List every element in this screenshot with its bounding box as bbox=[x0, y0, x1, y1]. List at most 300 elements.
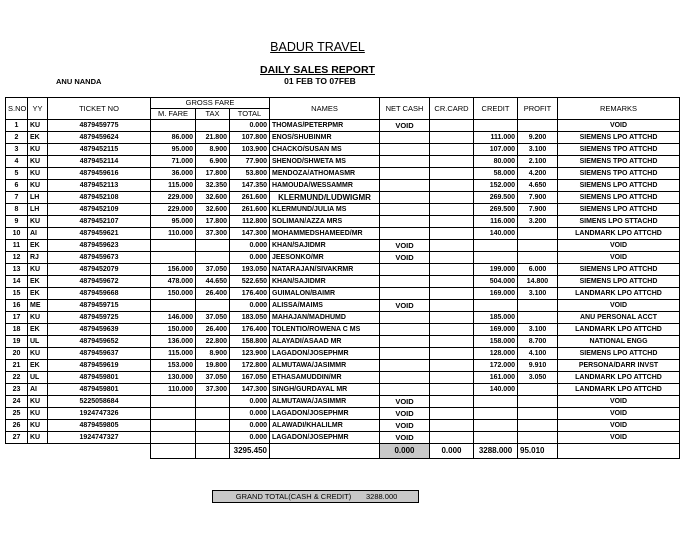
row-credit: 128.000 bbox=[474, 348, 518, 360]
row-sno: 2 bbox=[6, 132, 28, 144]
row-profit bbox=[518, 120, 558, 132]
row-names: SOLIMAN/AZZA MRS bbox=[270, 216, 380, 228]
row-cr-card bbox=[430, 420, 474, 432]
row-net-cash bbox=[380, 372, 430, 384]
row-tax: 17.800 bbox=[196, 216, 230, 228]
row-cr-card bbox=[430, 324, 474, 336]
row-sno: 8 bbox=[6, 204, 28, 216]
row-cr-card bbox=[430, 204, 474, 216]
row-names: HAMOUDA/WESSAMMR bbox=[270, 180, 380, 192]
grand-total-label: GRAND TOTAL(CASH & CREDIT) bbox=[235, 492, 352, 501]
row-mfare: 115.000 bbox=[151, 180, 196, 192]
row-mfare: 478.000 bbox=[151, 276, 196, 288]
row-remarks: SIEMENS LPO ATTCHD bbox=[558, 276, 680, 288]
row-sno: 9 bbox=[6, 216, 28, 228]
cr-card-sum: 0.000 bbox=[430, 444, 474, 459]
row-remarks: VOID bbox=[558, 120, 680, 132]
row-profit bbox=[518, 300, 558, 312]
row-tax: 17.800 bbox=[196, 168, 230, 180]
row-yy: KU bbox=[28, 396, 48, 408]
table-row bbox=[6, 336, 680, 348]
row-total: 176.400 bbox=[230, 288, 270, 300]
row-tax: 26.400 bbox=[196, 288, 230, 300]
row-remarks: SIEMENS LPO ATTCHD bbox=[558, 180, 680, 192]
row-mfare: 130.000 bbox=[151, 372, 196, 384]
row-total: 147.300 bbox=[230, 384, 270, 396]
row-total: 103.900 bbox=[230, 144, 270, 156]
row-ticket: 5225058684 bbox=[48, 396, 151, 408]
row-net-cash bbox=[380, 288, 430, 300]
row-profit: 4.100 bbox=[518, 348, 558, 360]
row-yy: KU bbox=[28, 348, 48, 360]
row-net-cash: VOID bbox=[380, 408, 430, 420]
row-ticket: 4879452109 bbox=[48, 204, 151, 216]
row-tax: 19.800 bbox=[196, 360, 230, 372]
row-net-cash bbox=[380, 144, 430, 156]
row-sno: 14 bbox=[6, 276, 28, 288]
row-cr-card bbox=[430, 372, 474, 384]
row-tax: 21.800 bbox=[196, 132, 230, 144]
col-gross-fare: GROSS FARE bbox=[151, 98, 270, 109]
row-tax: 22.800 bbox=[196, 336, 230, 348]
row-total: 172.800 bbox=[230, 360, 270, 372]
row-credit: 161.000 bbox=[474, 372, 518, 384]
row-ticket: 4879459805 bbox=[48, 420, 151, 432]
row-net-cash bbox=[380, 156, 430, 168]
col-ticket: TICKET NO bbox=[48, 98, 151, 120]
row-sno: 26 bbox=[6, 420, 28, 432]
row-total: 522.650 bbox=[230, 276, 270, 288]
row-sno: 22 bbox=[6, 372, 28, 384]
row-ticket: 4879452079 bbox=[48, 264, 151, 276]
row-tax: 8.900 bbox=[196, 348, 230, 360]
row-profit: 9.200 bbox=[518, 132, 558, 144]
row-cr-card bbox=[430, 276, 474, 288]
row-credit bbox=[474, 300, 518, 312]
row-net-cash bbox=[380, 360, 430, 372]
row-mfare: 115.000 bbox=[151, 348, 196, 360]
row-remarks: SIEMENS LPO ATTCHD bbox=[558, 192, 680, 204]
row-net-cash bbox=[380, 168, 430, 180]
row-names: ETHASAMUDDIN/MR bbox=[270, 372, 380, 384]
row-total: 193.050 bbox=[230, 264, 270, 276]
grand-total-value: 3288.000 bbox=[366, 492, 398, 501]
row-mfare: 229.000 bbox=[151, 192, 196, 204]
row-remarks: LANDMARK LPO ATTCHD bbox=[558, 288, 680, 300]
row-yy: KU bbox=[28, 120, 48, 132]
row-cr-card bbox=[430, 384, 474, 396]
row-cr-card bbox=[430, 132, 474, 144]
row-sno: 13 bbox=[6, 264, 28, 276]
row-sno: 15 bbox=[6, 288, 28, 300]
row-cr-card bbox=[430, 396, 474, 408]
row-ticket: 4879459639 bbox=[48, 324, 151, 336]
col-remarks: REMARKS bbox=[558, 98, 680, 120]
table-body bbox=[6, 120, 680, 444]
row-yy: KU bbox=[28, 216, 48, 228]
row-credit: 269.500 bbox=[474, 192, 518, 204]
row-credit: 504.000 bbox=[474, 276, 518, 288]
row-profit: 3.100 bbox=[518, 324, 558, 336]
row-cr-card bbox=[430, 336, 474, 348]
row-tax: 32.600 bbox=[196, 204, 230, 216]
row-ticket: 4879459616 bbox=[48, 168, 151, 180]
row-sno: 7 bbox=[6, 192, 28, 204]
row-credit: 199.000 bbox=[474, 264, 518, 276]
row-total: 167.050 bbox=[230, 372, 270, 384]
col-sno: S.NO bbox=[6, 98, 28, 120]
row-remarks: LANDMARK LPO ATTCHD bbox=[558, 324, 680, 336]
row-credit: 58.000 bbox=[474, 168, 518, 180]
row-profit bbox=[518, 408, 558, 420]
table-row bbox=[6, 432, 680, 444]
row-names: ALISSA/MAIMS bbox=[270, 300, 380, 312]
row-names: KLERMUND/LUDWIGMR bbox=[270, 192, 380, 204]
row-sno: 27 bbox=[6, 432, 28, 444]
row-profit: 2.100 bbox=[518, 156, 558, 168]
grand-total-box bbox=[212, 490, 419, 503]
row-tax: 37.050 bbox=[196, 264, 230, 276]
row-remarks: VOID bbox=[558, 300, 680, 312]
row-profit: 14.800 bbox=[518, 276, 558, 288]
row-total: 176.400 bbox=[230, 324, 270, 336]
table-row bbox=[6, 144, 680, 156]
table-row bbox=[6, 216, 680, 228]
row-mfare bbox=[151, 252, 196, 264]
row-names: ENOS/SHUBINMR bbox=[270, 132, 380, 144]
row-total: 107.800 bbox=[230, 132, 270, 144]
row-credit: 80.000 bbox=[474, 156, 518, 168]
row-net-cash bbox=[380, 384, 430, 396]
row-ticket: 4879459801 bbox=[48, 384, 151, 396]
row-cr-card bbox=[430, 300, 474, 312]
row-cr-card bbox=[430, 144, 474, 156]
row-profit bbox=[518, 228, 558, 240]
row-credit bbox=[474, 120, 518, 132]
row-net-cash bbox=[380, 204, 430, 216]
row-tax bbox=[196, 432, 230, 444]
row-credit bbox=[474, 408, 518, 420]
table-row bbox=[6, 252, 680, 264]
row-profit bbox=[518, 312, 558, 324]
row-tax: 44.650 bbox=[196, 276, 230, 288]
row-ticket: 4879452115 bbox=[48, 144, 151, 156]
row-credit: 269.500 bbox=[474, 204, 518, 216]
row-mfare: 36.000 bbox=[151, 168, 196, 180]
row-total: 0.000 bbox=[230, 120, 270, 132]
row-yy: KU bbox=[28, 408, 48, 420]
row-sno: 16 bbox=[6, 300, 28, 312]
row-tax bbox=[196, 420, 230, 432]
row-yy: UL bbox=[28, 336, 48, 348]
table-row bbox=[6, 204, 680, 216]
row-cr-card bbox=[430, 120, 474, 132]
row-sno: 5 bbox=[6, 168, 28, 180]
row-total: 147.300 bbox=[230, 228, 270, 240]
row-net-cash: VOID bbox=[380, 420, 430, 432]
row-ticket: 1924747326 bbox=[48, 408, 151, 420]
company-name: BADUR TRAVEL bbox=[270, 40, 365, 54]
row-profit bbox=[518, 396, 558, 408]
row-tax: 37.050 bbox=[196, 312, 230, 324]
row-ticket: 4879459801 bbox=[48, 372, 151, 384]
row-mfare bbox=[151, 408, 196, 420]
row-yy: EK bbox=[28, 324, 48, 336]
row-mfare bbox=[151, 432, 196, 444]
row-cr-card bbox=[430, 180, 474, 192]
col-tax: TAX bbox=[196, 109, 230, 120]
row-names: LAGADON/JOSEPHMR bbox=[270, 348, 380, 360]
row-ticket: 4879459624 bbox=[48, 132, 151, 144]
row-names: TOLENTIO/ROWENA C MS bbox=[270, 324, 380, 336]
row-net-cash bbox=[380, 312, 430, 324]
row-cr-card bbox=[430, 360, 474, 372]
row-yy: EK bbox=[28, 132, 48, 144]
row-names: THOMAS/PETERPMR bbox=[270, 120, 380, 132]
col-net-cash: NET CASH bbox=[380, 98, 430, 120]
row-total: 147.350 bbox=[230, 180, 270, 192]
row-mfare: 110.000 bbox=[151, 228, 196, 240]
row-cr-card bbox=[430, 240, 474, 252]
row-remarks: SIEMENS LPO ATTCHD bbox=[558, 348, 680, 360]
row-tax bbox=[196, 408, 230, 420]
row-yy: EK bbox=[28, 276, 48, 288]
row-ticket: 4879459619 bbox=[48, 360, 151, 372]
row-names: LAGADON/JOSEPHMR bbox=[270, 432, 380, 444]
row-mfare: 95.000 bbox=[151, 144, 196, 156]
row-yy: EK bbox=[28, 240, 48, 252]
row-credit: 111.000 bbox=[474, 132, 518, 144]
row-profit: 3.200 bbox=[518, 216, 558, 228]
table-row bbox=[6, 372, 680, 384]
table-row bbox=[6, 396, 680, 408]
row-ticket: 4879459668 bbox=[48, 288, 151, 300]
row-net-cash bbox=[380, 216, 430, 228]
row-sno: 11 bbox=[6, 240, 28, 252]
table-row bbox=[6, 288, 680, 300]
row-remarks: VOID bbox=[558, 432, 680, 444]
row-sno: 19 bbox=[6, 336, 28, 348]
row-remarks: VOID bbox=[558, 396, 680, 408]
table-row bbox=[6, 384, 680, 396]
row-names: ALMUTAWA/JASIMMR bbox=[270, 360, 380, 372]
row-net-cash: VOID bbox=[380, 120, 430, 132]
row-mfare bbox=[151, 240, 196, 252]
row-sno: 12 bbox=[6, 252, 28, 264]
row-net-cash: VOID bbox=[380, 432, 430, 444]
row-tax: 37.300 bbox=[196, 384, 230, 396]
row-credit bbox=[474, 252, 518, 264]
row-remarks: SIEMENS TPO ATTCHD bbox=[558, 168, 680, 180]
row-credit: 185.000 bbox=[474, 312, 518, 324]
row-credit bbox=[474, 420, 518, 432]
row-credit: 172.000 bbox=[474, 360, 518, 372]
row-remarks: PERSONA/DARR INVST bbox=[558, 360, 680, 372]
row-yy: KU bbox=[28, 312, 48, 324]
row-names: KHAN/SAJIDMR bbox=[270, 240, 380, 252]
row-ticket: 4879452108 bbox=[48, 192, 151, 204]
row-net-cash bbox=[380, 192, 430, 204]
col-credit: CREDIT bbox=[474, 98, 518, 120]
row-mfare: 153.000 bbox=[151, 360, 196, 372]
row-sno: 1 bbox=[6, 120, 28, 132]
row-names: CHACKO/SUSAN MS bbox=[270, 144, 380, 156]
row-names: KLERMUND/JULIA MS bbox=[270, 204, 380, 216]
row-credit: 169.000 bbox=[474, 288, 518, 300]
col-profit: PROFIT bbox=[518, 98, 558, 120]
row-ticket: 4879452114 bbox=[48, 156, 151, 168]
row-cr-card bbox=[430, 252, 474, 264]
row-remarks: SIEMENS LPO ATTCHD bbox=[558, 204, 680, 216]
row-yy: LH bbox=[28, 192, 48, 204]
row-yy: KU bbox=[28, 420, 48, 432]
row-mfare: 146.000 bbox=[151, 312, 196, 324]
row-cr-card bbox=[430, 156, 474, 168]
row-total: 261.600 bbox=[230, 192, 270, 204]
row-yy: KU bbox=[28, 168, 48, 180]
row-tax bbox=[196, 240, 230, 252]
row-names: SHENOD/SHWETA MS bbox=[270, 156, 380, 168]
row-total: 112.800 bbox=[230, 216, 270, 228]
table-row bbox=[6, 348, 680, 360]
row-credit: 152.000 bbox=[474, 180, 518, 192]
row-ticket: 4879459637 bbox=[48, 348, 151, 360]
row-yy: ME bbox=[28, 300, 48, 312]
row-cr-card bbox=[430, 408, 474, 420]
row-sno: 23 bbox=[6, 384, 28, 396]
row-remarks: LANDMARK LPO ATTCHD bbox=[558, 228, 680, 240]
row-profit: 7.900 bbox=[518, 204, 558, 216]
row-credit bbox=[474, 240, 518, 252]
row-yy: KU bbox=[28, 264, 48, 276]
row-mfare: 150.000 bbox=[151, 288, 196, 300]
table-row bbox=[6, 360, 680, 372]
row-mfare: 156.000 bbox=[151, 264, 196, 276]
table-row bbox=[6, 420, 680, 432]
table-row bbox=[6, 180, 680, 192]
row-net-cash bbox=[380, 348, 430, 360]
row-total: 0.000 bbox=[230, 240, 270, 252]
row-ticket: 4879452113 bbox=[48, 180, 151, 192]
row-net-cash: VOID bbox=[380, 252, 430, 264]
row-yy: KU bbox=[28, 156, 48, 168]
row-total: 0.000 bbox=[230, 432, 270, 444]
row-sno: 6 bbox=[6, 180, 28, 192]
row-credit: 158.000 bbox=[474, 336, 518, 348]
row-yy: UL bbox=[28, 372, 48, 384]
row-remarks: VOID bbox=[558, 252, 680, 264]
row-yy: EK bbox=[28, 288, 48, 300]
row-cr-card bbox=[430, 228, 474, 240]
row-mfare: 71.000 bbox=[151, 156, 196, 168]
row-names: KHAN/SAJIDMR bbox=[270, 276, 380, 288]
row-yy: AI bbox=[28, 228, 48, 240]
row-yy: KU bbox=[28, 180, 48, 192]
col-cr-card: CR.CARD bbox=[430, 98, 474, 120]
sales-table bbox=[5, 97, 680, 459]
row-remarks: SIMENS LPO STTACHD bbox=[558, 216, 680, 228]
col-yy: YY bbox=[28, 98, 48, 120]
row-profit: 8.700 bbox=[518, 336, 558, 348]
row-tax: 37.300 bbox=[196, 228, 230, 240]
row-total: 261.600 bbox=[230, 204, 270, 216]
row-mfare: 86.000 bbox=[151, 132, 196, 144]
row-mfare bbox=[151, 120, 196, 132]
row-profit bbox=[518, 432, 558, 444]
row-names: ALAYADI/ASAAD MR bbox=[270, 336, 380, 348]
row-cr-card bbox=[430, 288, 474, 300]
table-row bbox=[6, 312, 680, 324]
table-row bbox=[6, 276, 680, 288]
row-ticket: 4879459621 bbox=[48, 228, 151, 240]
row-cr-card bbox=[430, 264, 474, 276]
row-profit: 3.100 bbox=[518, 144, 558, 156]
col-names: NAMES bbox=[270, 98, 380, 120]
row-remarks: SIEMENS LPO ATTCHD bbox=[558, 264, 680, 276]
credit-sum: 3288.000 bbox=[474, 444, 518, 459]
row-yy: KU bbox=[28, 432, 48, 444]
profit-sum: 95.010 bbox=[518, 444, 558, 459]
row-ticket: 4879459725 bbox=[48, 312, 151, 324]
row-tax: 32.600 bbox=[196, 192, 230, 204]
row-profit: 9.910 bbox=[518, 360, 558, 372]
row-sno: 20 bbox=[6, 348, 28, 360]
row-mfare: 110.000 bbox=[151, 384, 196, 396]
row-mfare bbox=[151, 420, 196, 432]
row-credit: 140.000 bbox=[474, 384, 518, 396]
row-tax bbox=[196, 120, 230, 132]
row-names: MAHAJAN/MADHUMD bbox=[270, 312, 380, 324]
row-remarks: VOID bbox=[558, 240, 680, 252]
table-row bbox=[6, 408, 680, 420]
row-total: 53.800 bbox=[230, 168, 270, 180]
row-remarks: LANDMARK LPO ATTCHD bbox=[558, 372, 680, 384]
table-row bbox=[6, 324, 680, 336]
row-ticket: 4879459715 bbox=[48, 300, 151, 312]
row-sno: 25 bbox=[6, 408, 28, 420]
row-remarks: VOID bbox=[558, 408, 680, 420]
row-net-cash bbox=[380, 324, 430, 336]
row-profit: 4.650 bbox=[518, 180, 558, 192]
row-credit bbox=[474, 396, 518, 408]
row-profit: 3.050 bbox=[518, 372, 558, 384]
row-yy: EK bbox=[28, 360, 48, 372]
row-names: ALMUTAWA/JASIMMR bbox=[270, 396, 380, 408]
table-row bbox=[6, 228, 680, 240]
row-mfare: 150.000 bbox=[151, 324, 196, 336]
totals-row bbox=[6, 444, 680, 459]
row-total: 158.800 bbox=[230, 336, 270, 348]
report-title: DAILY SALES REPORT bbox=[260, 64, 375, 76]
row-profit: 4.200 bbox=[518, 168, 558, 180]
row-ticket: 1924747327 bbox=[48, 432, 151, 444]
row-tax: 8.900 bbox=[196, 144, 230, 156]
row-net-cash bbox=[380, 264, 430, 276]
row-remarks: LANDMARK LPO ATTCHD bbox=[558, 384, 680, 396]
col-total: TOTAL bbox=[230, 109, 270, 120]
row-profit: 6.000 bbox=[518, 264, 558, 276]
row-total: 183.050 bbox=[230, 312, 270, 324]
row-names: NATARAJAN/SIVAKRMR bbox=[270, 264, 380, 276]
row-remarks: ANU PERSONAL ACCT bbox=[558, 312, 680, 324]
row-sno: 21 bbox=[6, 360, 28, 372]
row-mfare: 136.000 bbox=[151, 336, 196, 348]
row-remarks: NATIONAL ENGG bbox=[558, 336, 680, 348]
row-cr-card bbox=[430, 168, 474, 180]
row-profit bbox=[518, 252, 558, 264]
row-net-cash bbox=[380, 228, 430, 240]
row-total: 0.000 bbox=[230, 300, 270, 312]
